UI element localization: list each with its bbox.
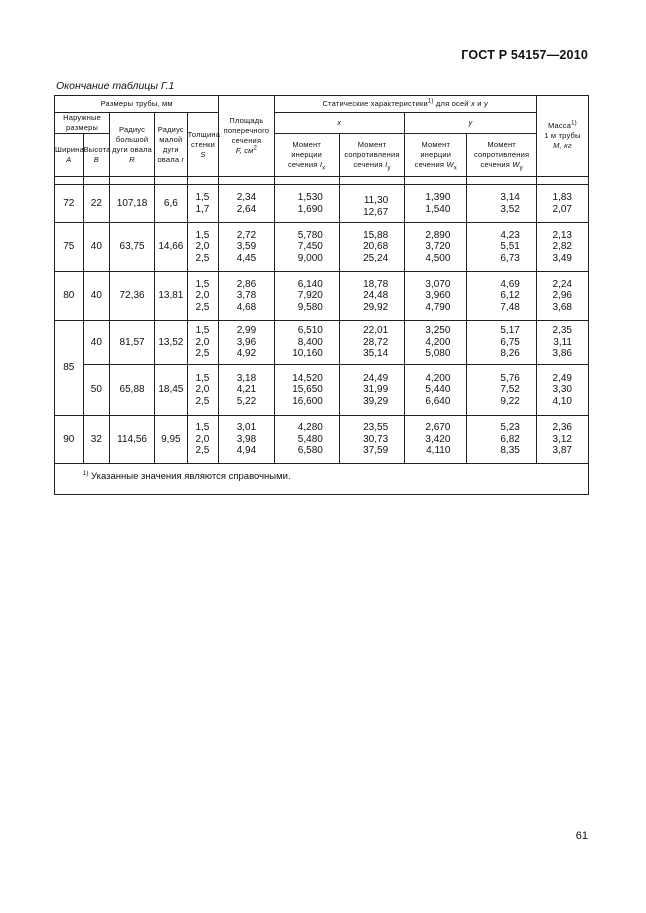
table-row — [55, 416, 589, 464]
area-header: Площадь поперечного сечения F, $см^2$ — [219, 96, 274, 177]
inertia-x-header: Момент инерции сечения $I_x$ — [274, 134, 339, 177]
cell-radius-small: 14,66 — [155, 223, 188, 272]
cell-height: 40 — [83, 272, 110, 321]
radius-big-header: Радиус большой дуги овала R — [110, 113, 155, 177]
resist-x-header: Момент сопротивления сечения $I_y$ — [339, 134, 404, 177]
cell-thickness: 1,5 2,0 2,5 — [187, 223, 219, 272]
cell-resist-y: 4,23 5,51 6,73 — [467, 223, 536, 272]
cell-area: 2,72 3,59 4,45 — [219, 223, 274, 272]
cell-width: 80 — [55, 272, 84, 321]
table-row — [55, 272, 589, 321]
cell-thickness: 1,5 1,7 — [187, 185, 219, 223]
cell-height: 40 — [83, 321, 110, 365]
axis-y-header: y — [405, 113, 537, 134]
thickness-header: Толщина стенки S — [187, 113, 219, 177]
cell-mass: 2,24 2,96 3,68 — [536, 272, 588, 321]
cell-inertia-y: 3,070 3,960 4,790 — [405, 272, 467, 321]
cell-radius-small: 13,52 — [155, 321, 188, 365]
cell-radius-small: 9,95 — [155, 416, 188, 464]
pipe-dims-header: Размеры трубы, мм — [55, 96, 219, 113]
cell-inertia-x: 4,280 5,480 6,580 — [274, 416, 339, 464]
cell-inertia-y: 2,890 3,720 4,500 — [405, 223, 467, 272]
footnote-row — [55, 464, 589, 495]
cell-mass: 2,36 3,12 3,87 — [536, 416, 588, 464]
cell-height: 32 — [83, 416, 110, 464]
cell-resist-x: 24,49 31,99 39,29 — [339, 365, 404, 416]
cell-resist-x: 23,55 30,73 37,59 — [339, 416, 404, 464]
cell-height: 40 — [83, 223, 110, 272]
cell-thickness: 1,5 2,0 2,5 — [187, 272, 219, 321]
width-header: Ширина A — [55, 134, 84, 177]
table-row — [55, 185, 589, 223]
cell-mass: 2,35 3,11 3,86 — [536, 321, 588, 365]
cell-resist-x: 22,01 28,72 35,14 — [339, 321, 404, 365]
cell-thickness: 1,5 2,0 2,5 — [187, 416, 219, 464]
table-row — [55, 321, 589, 365]
footnote: $^{1)}$ Указанные значения являются справочными. — [55, 464, 589, 495]
cell-radius-big: 65,88 — [110, 365, 155, 416]
cell-resist-x: 11,30 12,67 — [339, 185, 404, 223]
cell-height: 22 — [83, 185, 110, 223]
table-caption: Окончание таблицы Г.1 — [56, 80, 175, 92]
radius-small-header: Радиус малой дуги овала r — [155, 113, 188, 177]
cell-width: 75 — [55, 223, 84, 272]
page-number: 61 — [575, 830, 588, 842]
cell-area: 2,86 3,78 4,68 — [219, 272, 274, 321]
cell-inertia-x: 6,140 7,920 9,580 — [274, 272, 339, 321]
cell-inertia-x: 14,520 15,650 16,600 — [274, 365, 339, 416]
cell-radius-big: 63,75 — [110, 223, 155, 272]
cell-inertia-y: 2,670 3,420 4,110 — [405, 416, 467, 464]
cell-width: 90 — [55, 416, 84, 464]
mass-header: Масса$^{1)}$ 1 м трубы M, кг — [536, 96, 588, 177]
cell-resist-y: 5,76 7,52 9,22 — [467, 365, 536, 416]
cell-inertia-y: 1,390 1,540 — [405, 185, 467, 223]
outer-dims-header: Наружные размеры — [55, 113, 110, 134]
cell-resist-y: 5,17 6,75 8,26 — [467, 321, 536, 365]
data-table — [54, 95, 589, 495]
resist-y-header: Момент сопротивления сечения $W_y$ — [467, 134, 536, 177]
cell-width: 85 — [55, 321, 84, 416]
cell-radius-big: 81,57 — [110, 321, 155, 365]
cell-area: 3,18 4,21 5,22 — [219, 365, 274, 416]
cell-width: 72 — [55, 185, 84, 223]
static-header: Статические характеристики$^{1)}$ для осей x и y — [274, 96, 536, 113]
cell-inertia-x: 6,510 8,400 10,160 — [274, 321, 339, 365]
cell-radius-small: 13,81 — [155, 272, 188, 321]
cell-radius-small: 6,6 — [155, 185, 188, 223]
inertia-y-header: Момент инерции сечения $W_x$ — [405, 134, 467, 177]
cell-mass: 1,83 2,07 — [536, 185, 588, 223]
cell-inertia-x: 5,780 7,450 9,000 — [274, 223, 339, 272]
height-header: Высота B — [83, 134, 110, 177]
standard-number: ГОСТ Р 54157—2010 — [461, 48, 588, 62]
table-row — [55, 365, 589, 416]
cell-resist-x: 15,88 20,68 25,24 — [339, 223, 404, 272]
cell-area: 2,99 3,96 4,92 — [219, 321, 274, 365]
cell-radius-big: 114,56 — [110, 416, 155, 464]
cell-radius-big: 107,18 — [110, 185, 155, 223]
table-row — [55, 223, 589, 272]
cell-radius-big: 72,36 — [110, 272, 155, 321]
cell-radius-small: 18,45 — [155, 365, 188, 416]
cell-mass: 2,49 3,30 4,10 — [536, 365, 588, 416]
cell-resist-x: 18,78 24,48 29,92 — [339, 272, 404, 321]
cell-area: 2,34 2,64 — [219, 185, 274, 223]
axis-x-header: x — [274, 113, 405, 134]
cell-height: 50 — [83, 365, 110, 416]
cell-inertia-y: 3,250 4,200 5,080 — [405, 321, 467, 365]
cell-inertia-y: 4,200 5,440 6,640 — [405, 365, 467, 416]
cell-area: 3,01 3,98 4,94 — [219, 416, 274, 464]
cell-thickness: 1,5 2,0 2,5 — [187, 365, 219, 416]
cell-inertia-x: 1,530 1,690 — [274, 185, 339, 223]
cell-resist-y: 3,14 3,52 — [467, 185, 536, 223]
cell-resist-y: 4,69 6,12 7,48 — [467, 272, 536, 321]
cell-resist-y: 5,23 6,82 8,35 — [467, 416, 536, 464]
cell-mass: 2,13 2,82 3,49 — [536, 223, 588, 272]
cell-thickness: 1,5 2,0 2,5 — [187, 321, 219, 365]
